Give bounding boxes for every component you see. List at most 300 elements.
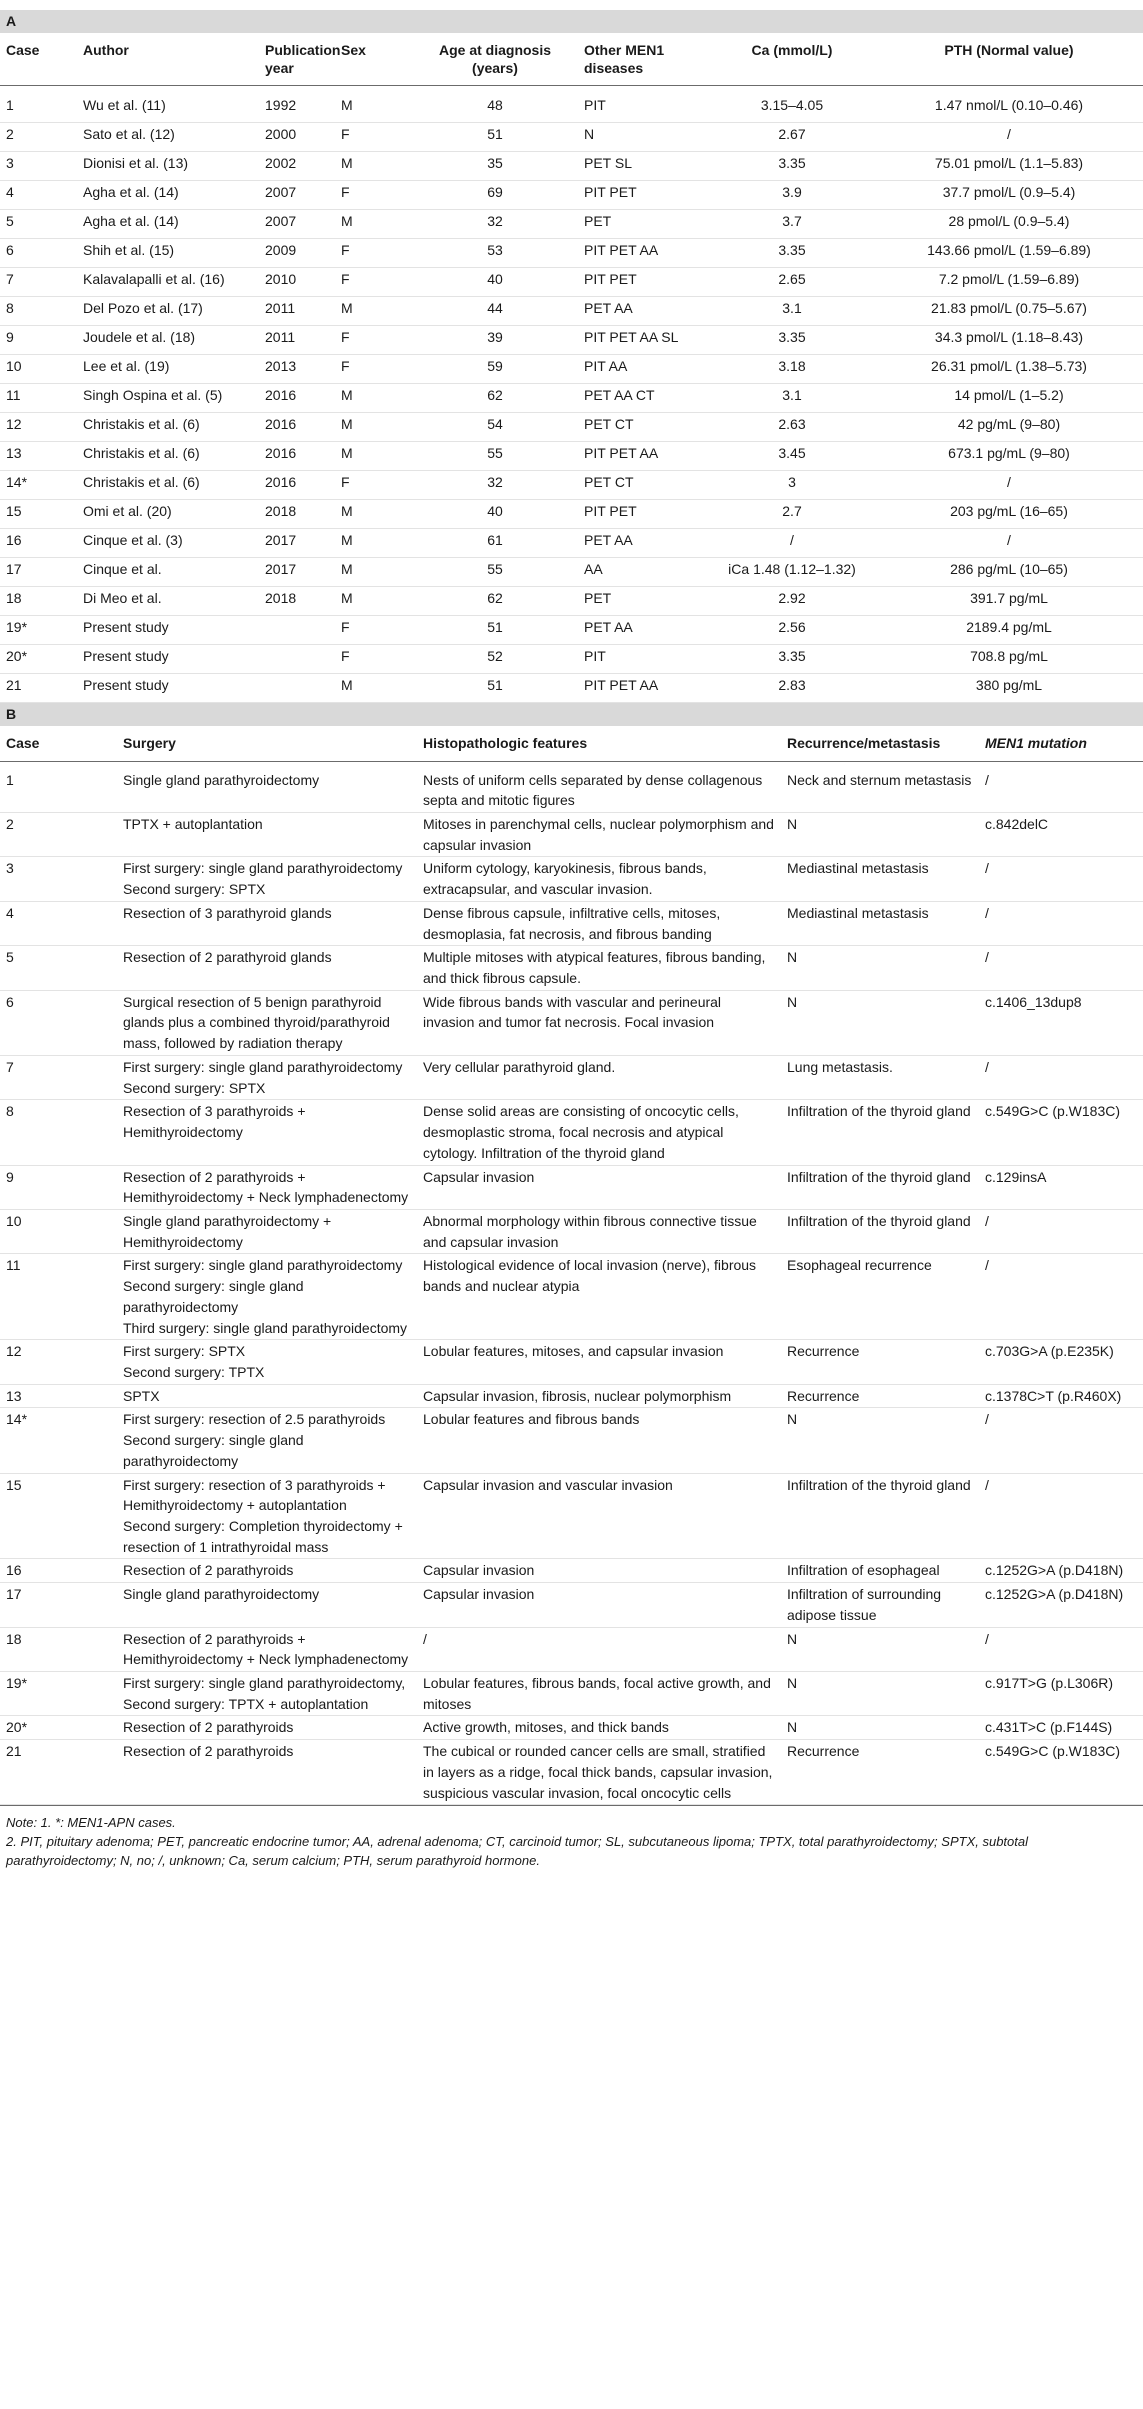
table-a-label: A — [0, 10, 1143, 33]
cell-publication-year: 2011 — [259, 326, 335, 355]
cell-age: 69 — [412, 181, 578, 210]
cell-sex: F — [335, 181, 412, 210]
cell-publication-year: 2002 — [259, 152, 335, 181]
cell-case: 9 — [0, 1165, 117, 1209]
note-line-1: Note: 1. *: MEN1-APN cases. — [6, 1815, 176, 1831]
cell-publication-year: 2007 — [259, 210, 335, 239]
cell-age: 59 — [412, 355, 578, 384]
cell-recurrence-metastasis: Neck and sternum metastasis — [781, 761, 979, 812]
cell-other-men1: PIT AA — [578, 355, 709, 384]
table-row — [0, 1254, 1143, 1340]
cell-surgery: Resection of 2 parathyroids — [117, 1559, 417, 1583]
cell-men1-mutation: c.549G>C (p.W183C) — [979, 1100, 1143, 1165]
table-row — [0, 210, 1143, 239]
table-row — [0, 1627, 1143, 1671]
cell-other-men1: N — [578, 123, 709, 152]
cell-other-men1: PIT PET AA — [578, 674, 709, 703]
cell-publication-year: 2018 — [259, 500, 335, 529]
table-b — [0, 726, 1143, 1805]
cell-histopathologic-features: Dense fibrous capsule, infiltrative cells, mitoses, desmoplasia, fat necrosis, and fibrous banding — [417, 901, 781, 945]
table-a — [0, 33, 1143, 703]
col-ca: Ca (mmol/L) — [709, 33, 875, 86]
cell-ca: 2.83 — [709, 674, 875, 703]
cell-ca: 3.35 — [709, 326, 875, 355]
cell-pth: 26.31 pmol/L (1.38–5.73) — [875, 355, 1143, 384]
cell-author: Kalavalapalli et al. (16) — [77, 268, 259, 297]
cell-histopathologic-features: Abnormal morphology within fibrous connective tissue and capsular invasion — [417, 1209, 781, 1253]
table-row — [0, 813, 1143, 857]
table-row — [0, 86, 1143, 123]
cell-author: Agha et al. (14) — [77, 210, 259, 239]
table-row — [0, 645, 1143, 674]
cell-case: 7 — [0, 1055, 117, 1099]
col-recurrence-metastasis: Recurrence/metastasis — [781, 726, 979, 761]
cell-recurrence-metastasis: Infiltration of the thyroid gland — [781, 1100, 979, 1165]
cell-histopathologic-features: Capsular invasion — [417, 1559, 781, 1583]
cell-case: 14* — [0, 1408, 117, 1473]
cell-age: 51 — [412, 674, 578, 703]
cell-recurrence-metastasis: Lung metastasis. — [781, 1055, 979, 1099]
cell-publication-year: 2016 — [259, 413, 335, 442]
cell-ca: 3.1 — [709, 297, 875, 326]
table-row — [0, 181, 1143, 210]
table-row — [0, 558, 1143, 587]
table-row — [0, 1209, 1143, 1253]
cell-ca: 3.15–4.05 — [709, 86, 875, 123]
cell-pth: 1.47 nmol/L (0.10–0.46) — [875, 86, 1143, 123]
cell-case: 5 — [0, 210, 77, 239]
cell-recurrence-metastasis: Infiltration of the thyroid gland — [781, 1209, 979, 1253]
cell-age: 35 — [412, 152, 578, 181]
table-row — [0, 471, 1143, 500]
cell-age: 32 — [412, 210, 578, 239]
cell-histopathologic-features: Dense solid areas are consisting of oncocytic cells, desmoplastic stroma, focal necrosis and atypical cytology. Infiltration of the thyroid gland — [417, 1100, 781, 1165]
cell-publication-year: 2018 — [259, 587, 335, 616]
cell-ca: / — [709, 529, 875, 558]
cell-pth: 34.3 pmol/L (1.18–8.43) — [875, 326, 1143, 355]
cell-surgery: First surgery: single gland parathyroidectomy Second surgery: SPTX — [117, 1055, 417, 1099]
cell-case: 12 — [0, 413, 77, 442]
cell-other-men1: PIT PET AA — [578, 442, 709, 471]
cell-case: 20* — [0, 1716, 117, 1740]
cell-ca: 2.7 — [709, 500, 875, 529]
cell-sex: F — [335, 123, 412, 152]
cell-recurrence-metastasis: Mediastinal metastasis — [781, 857, 979, 901]
table-row — [0, 442, 1143, 471]
cell-surgery: First surgery: single gland parathyroidectomy, Second surgery: TPTX + autoplantation — [117, 1672, 417, 1716]
cell-pth: / — [875, 529, 1143, 558]
cell-case: 6 — [0, 990, 117, 1055]
col-pth: PTH (Normal value) — [875, 33, 1143, 86]
cell-pth: / — [875, 123, 1143, 152]
cell-men1-mutation: / — [979, 1209, 1143, 1253]
table-row — [0, 1100, 1143, 1165]
table-row — [0, 1716, 1143, 1740]
table-a-header-row — [0, 33, 1143, 86]
col-sex: Sex — [335, 33, 412, 86]
cell-recurrence-metastasis: Recurrence — [781, 1340, 979, 1384]
cell-histopathologic-features: Lobular features and fibrous bands — [417, 1408, 781, 1473]
cell-publication-year: 2000 — [259, 123, 335, 152]
cell-ca: 3.1 — [709, 384, 875, 413]
cell-author: Sato et al. (12) — [77, 123, 259, 152]
cell-case: 11 — [0, 384, 77, 413]
cell-sex: F — [335, 268, 412, 297]
cell-case: 20* — [0, 645, 77, 674]
cell-publication-year — [259, 674, 335, 703]
table-row — [0, 761, 1143, 812]
cell-recurrence-metastasis: N — [781, 1627, 979, 1671]
cell-case: 4 — [0, 901, 117, 945]
cell-other-men1: PET CT — [578, 413, 709, 442]
cell-recurrence-metastasis: Mediastinal metastasis — [781, 901, 979, 945]
cell-age: 62 — [412, 587, 578, 616]
cell-author: Present study — [77, 616, 259, 645]
cell-other-men1: PET AA — [578, 297, 709, 326]
cell-histopathologic-features: / — [417, 1627, 781, 1671]
cell-age: 39 — [412, 326, 578, 355]
cell-pth: 37.7 pmol/L (0.9–5.4) — [875, 181, 1143, 210]
cell-pth: 2189.4 pg/mL — [875, 616, 1143, 645]
cell-surgery: First surgery: single gland parathyroidectomy Second surgery: single gland parathyroidectomy Third surgery: single gland parathyroidectomy — [117, 1254, 417, 1340]
col-author: Author — [77, 33, 259, 86]
cell-men1-mutation: / — [979, 1254, 1143, 1340]
cell-men1-mutation: c.1406_13dup8 — [979, 990, 1143, 1055]
cell-pth: 14 pmol/L (1–5.2) — [875, 384, 1143, 413]
cell-surgery: Resection of 2 parathyroids — [117, 1740, 417, 1805]
col-age: Age at diagnosis (years) — [412, 33, 578, 86]
cell-histopathologic-features: Wide fibrous bands with vascular and perineural invasion and tumor fat necrosis. Focal invasion — [417, 990, 781, 1055]
table-row — [0, 1408, 1143, 1473]
table-row — [0, 587, 1143, 616]
cell-case: 4 — [0, 181, 77, 210]
cell-age: 32 — [412, 471, 578, 500]
cell-pth: 75.01 pmol/L (1.1–5.83) — [875, 152, 1143, 181]
cell-histopathologic-features: Histological evidence of local invasion (nerve), fibrous bands and nuclear atypia — [417, 1254, 781, 1340]
table-row — [0, 901, 1143, 945]
cell-case: 10 — [0, 1209, 117, 1253]
cell-men1-mutation: / — [979, 1473, 1143, 1559]
cell-sex: M — [335, 442, 412, 471]
cell-age: 55 — [412, 442, 578, 471]
cell-author: Wu et al. (11) — [77, 86, 259, 123]
cell-sex: M — [335, 674, 412, 703]
cell-age: 53 — [412, 239, 578, 268]
cell-case: 9 — [0, 326, 77, 355]
table-row — [0, 674, 1143, 703]
cell-pth: / — [875, 471, 1143, 500]
cell-other-men1: PIT PET AA — [578, 239, 709, 268]
table-row — [0, 384, 1143, 413]
cell-case: 14* — [0, 471, 77, 500]
cell-author: Di Meo et al. — [77, 587, 259, 616]
cell-other-men1: PIT PET — [578, 181, 709, 210]
table-row — [0, 1340, 1143, 1384]
cell-author: Lee et al. (19) — [77, 355, 259, 384]
cell-publication-year: 1992 — [259, 86, 335, 123]
cell-sex: M — [335, 210, 412, 239]
cell-ca: 2.56 — [709, 616, 875, 645]
table-row — [0, 297, 1143, 326]
cell-recurrence-metastasis: N — [781, 990, 979, 1055]
cell-histopathologic-features: Lobular features, fibrous bands, focal active growth, and mitoses — [417, 1672, 781, 1716]
cell-pth: 7.2 pmol/L (1.59–6.89) — [875, 268, 1143, 297]
cell-men1-mutation: c.917T>G (p.L306R) — [979, 1672, 1143, 1716]
cell-surgery: Single gland parathyroidectomy + Hemithyroidectomy — [117, 1209, 417, 1253]
cell-men1-mutation: c.129insA — [979, 1165, 1143, 1209]
cell-men1-mutation: c.842delC — [979, 813, 1143, 857]
table-b-header-row — [0, 726, 1143, 761]
cell-recurrence-metastasis: Esophageal recurrence — [781, 1254, 979, 1340]
col-men1-mutation: MEN1 mutation — [979, 726, 1143, 761]
col-histopathologic-features: Histopathologic features — [417, 726, 781, 761]
cell-men1-mutation: / — [979, 946, 1143, 990]
cell-histopathologic-features: Multiple mitoses with atypical features, fibrous banding, and thick fibrous capsule. — [417, 946, 781, 990]
cell-publication-year: 2007 — [259, 181, 335, 210]
cell-author: Christakis et al. (6) — [77, 413, 259, 442]
cell-age: 52 — [412, 645, 578, 674]
table-b-label: B — [0, 703, 1143, 726]
table-row — [0, 616, 1143, 645]
cell-pth: 708.8 pg/mL — [875, 645, 1143, 674]
table-row — [0, 152, 1143, 181]
cell-author: Agha et al. (14) — [77, 181, 259, 210]
cell-histopathologic-features: Capsular invasion — [417, 1165, 781, 1209]
cell-other-men1: PIT PET — [578, 500, 709, 529]
table-b-body — [0, 761, 1143, 1805]
cell-recurrence-metastasis: Infiltration of esophageal — [781, 1559, 979, 1583]
cell-age: 51 — [412, 616, 578, 645]
cell-recurrence-metastasis: Recurrence — [781, 1384, 979, 1408]
cell-case: 10 — [0, 355, 77, 384]
cell-age: 40 — [412, 500, 578, 529]
cell-histopathologic-features: Mitoses in parenchymal cells, nuclear polymorphism and capsular invasion — [417, 813, 781, 857]
cell-age: 62 — [412, 384, 578, 413]
cell-sex: M — [335, 297, 412, 326]
cell-author: Christakis et al. (6) — [77, 442, 259, 471]
cell-sex: F — [335, 616, 412, 645]
cell-men1-mutation: c.1252G>A (p.D418N) — [979, 1583, 1143, 1627]
cell-ca: 3.7 — [709, 210, 875, 239]
cell-histopathologic-features: Nests of uniform cells separated by dense collagenous septa and mitotic figures — [417, 761, 781, 812]
cell-pth: 673.1 pg/mL (9–80) — [875, 442, 1143, 471]
cell-pth: 42 pg/mL (9–80) — [875, 413, 1143, 442]
cell-case: 5 — [0, 946, 117, 990]
cell-case: 15 — [0, 1473, 117, 1559]
cell-other-men1: PIT — [578, 645, 709, 674]
table-row — [0, 268, 1143, 297]
cell-surgery: Single gland parathyroidectomy — [117, 761, 417, 812]
cell-sex: F — [335, 355, 412, 384]
cell-men1-mutation: c.431T>C (p.F144S) — [979, 1716, 1143, 1740]
cell-other-men1: PIT PET AA SL — [578, 326, 709, 355]
cell-case: 19* — [0, 616, 77, 645]
cell-case: 6 — [0, 239, 77, 268]
cell-sex: F — [335, 471, 412, 500]
cell-ca: 3.9 — [709, 181, 875, 210]
cell-men1-mutation: c.1378C>T (p.R460X) — [979, 1384, 1143, 1408]
cell-author: Joudele et al. (18) — [77, 326, 259, 355]
col-surgery: Surgery — [117, 726, 417, 761]
cell-case: 18 — [0, 587, 77, 616]
cell-ca: 2.92 — [709, 587, 875, 616]
table-row — [0, 500, 1143, 529]
cell-age: 40 — [412, 268, 578, 297]
table-row — [0, 1165, 1143, 1209]
cell-ca: 3.35 — [709, 645, 875, 674]
cell-case: 1 — [0, 86, 77, 123]
cell-other-men1: PET CT — [578, 471, 709, 500]
cell-ca: 3.18 — [709, 355, 875, 384]
cell-recurrence-metastasis: N — [781, 813, 979, 857]
cell-age: 51 — [412, 123, 578, 152]
cell-surgery: First surgery: resection of 2.5 parathyroids Second surgery: single gland parathyroidectomy — [117, 1408, 417, 1473]
cell-publication-year: 2017 — [259, 529, 335, 558]
cell-author: Del Pozo et al. (17) — [77, 297, 259, 326]
cell-recurrence-metastasis: N — [781, 1408, 979, 1473]
cell-case: 13 — [0, 1384, 117, 1408]
cell-recurrence-metastasis: Infiltration of the thyroid gland — [781, 1473, 979, 1559]
cell-men1-mutation: / — [979, 857, 1143, 901]
cell-histopathologic-features: Capsular invasion — [417, 1583, 781, 1627]
cell-case: 1 — [0, 761, 117, 812]
table-a-body — [0, 86, 1143, 703]
cell-publication-year: 2013 — [259, 355, 335, 384]
cell-author: Christakis et al. (6) — [77, 471, 259, 500]
cell-recurrence-metastasis: N — [781, 946, 979, 990]
cell-author: Present study — [77, 645, 259, 674]
cell-surgery: Single gland parathyroidectomy — [117, 1583, 417, 1627]
cell-case: 17 — [0, 558, 77, 587]
cell-other-men1: PIT PET — [578, 268, 709, 297]
cell-age: 61 — [412, 529, 578, 558]
cell-surgery: First surgery: SPTX Second surgery: TPTX — [117, 1340, 417, 1384]
cell-other-men1: PET — [578, 587, 709, 616]
cell-pth: 28 pmol/L (0.9–5.4) — [875, 210, 1143, 239]
cell-histopathologic-features: Capsular invasion, fibrosis, nuclear polymorphism — [417, 1384, 781, 1408]
table-row — [0, 1559, 1143, 1583]
cell-publication-year: 2010 — [259, 268, 335, 297]
cell-sex: M — [335, 500, 412, 529]
cell-ca: iCa 1.48 (1.12–1.32) — [709, 558, 875, 587]
cell-publication-year — [259, 616, 335, 645]
cell-recurrence-metastasis: Infiltration of the thyroid gland — [781, 1165, 979, 1209]
cell-pth: 143.66 pmol/L (1.59–6.89) — [875, 239, 1143, 268]
cell-age: 48 — [412, 86, 578, 123]
cell-ca: 2.65 — [709, 268, 875, 297]
cell-surgery: Resection of 2 parathyroid glands — [117, 946, 417, 990]
cell-case: 7 — [0, 268, 77, 297]
cell-publication-year: 2016 — [259, 471, 335, 500]
cell-pth: 286 pg/mL (10–65) — [875, 558, 1143, 587]
cell-men1-mutation: c.549G>C (p.W183C) — [979, 1740, 1143, 1805]
cell-case: 12 — [0, 1340, 117, 1384]
cell-author: Omi et al. (20) — [77, 500, 259, 529]
cell-other-men1: PET SL — [578, 152, 709, 181]
table-row — [0, 1672, 1143, 1716]
cell-case: 21 — [0, 674, 77, 703]
cell-ca: 2.67 — [709, 123, 875, 152]
col-publication-year: Publication year — [259, 33, 335, 86]
table-row — [0, 857, 1143, 901]
cell-pth: 380 pg/mL — [875, 674, 1143, 703]
cell-surgery: Surgical resection of 5 benign parathyroid glands plus a combined thyroid/parathyroid mass, followed by radiation therapy — [117, 990, 417, 1055]
cell-ca: 3.45 — [709, 442, 875, 471]
cell-men1-mutation: / — [979, 761, 1143, 812]
col-other-men1: Other MEN1 diseases — [578, 33, 709, 86]
cell-surgery: Resection of 3 parathyroid glands — [117, 901, 417, 945]
cell-case: 16 — [0, 1559, 117, 1583]
cell-sex: F — [335, 326, 412, 355]
cell-age: 54 — [412, 413, 578, 442]
cell-case: 2 — [0, 123, 77, 152]
cell-case: 3 — [0, 152, 77, 181]
cell-age: 55 — [412, 558, 578, 587]
cell-sex: M — [335, 152, 412, 181]
table-row — [0, 326, 1143, 355]
cell-ca: 3.35 — [709, 239, 875, 268]
cell-other-men1: PET AA CT — [578, 384, 709, 413]
cell-publication-year: 2009 — [259, 239, 335, 268]
cell-histopathologic-features: Very cellular parathyroid gland. — [417, 1055, 781, 1099]
table-row — [0, 123, 1143, 152]
cell-other-men1: PIT — [578, 86, 709, 123]
cell-publication-year — [259, 645, 335, 674]
cell-sex: M — [335, 86, 412, 123]
cell-sex: M — [335, 529, 412, 558]
cell-men1-mutation: / — [979, 1408, 1143, 1473]
cell-histopathologic-features: Lobular features, mitoses, and capsular invasion — [417, 1340, 781, 1384]
cell-pth: 21.83 pmol/L (0.75–5.67) — [875, 297, 1143, 326]
note-line-2: 2. PIT, pituitary adenoma; PET, pancreatic endocrine tumor; AA, adrenal adenoma; CT, carcinoid tumor; SL, subcutaneous lipoma; TPTX, total parathyroidectomy; SPTX, subtotal parathyroidectomy; N, no; /, unknown; Ca, serum calcium; PTH, serum parathyroid hormone. — [6, 1834, 1028, 1869]
cell-sex: M — [335, 558, 412, 587]
cell-case: 3 — [0, 857, 117, 901]
cell-author: Present study — [77, 674, 259, 703]
table-row — [0, 946, 1143, 990]
cell-surgery: Resection of 3 parathyroids + Hemithyroidectomy — [117, 1100, 417, 1165]
cell-case: 18 — [0, 1627, 117, 1671]
cell-men1-mutation: / — [979, 901, 1143, 945]
cell-other-men1: PET AA — [578, 529, 709, 558]
cell-case: 11 — [0, 1254, 117, 1340]
cell-case: 19* — [0, 1672, 117, 1716]
cell-surgery: SPTX — [117, 1384, 417, 1408]
cell-case: 17 — [0, 1583, 117, 1627]
table-row — [0, 1740, 1143, 1805]
cell-ca: 3.35 — [709, 152, 875, 181]
table-row — [0, 1473, 1143, 1559]
cell-ca: 3 — [709, 471, 875, 500]
cell-surgery: Resection of 2 parathyroids + Hemithyroidectomy + Neck lymphadenectomy — [117, 1165, 417, 1209]
cell-men1-mutation: / — [979, 1055, 1143, 1099]
table-row — [0, 1055, 1143, 1099]
cell-case: 15 — [0, 500, 77, 529]
table-row — [0, 413, 1143, 442]
cell-publication-year: 2011 — [259, 297, 335, 326]
cell-sex: M — [335, 587, 412, 616]
cell-histopathologic-features: Uniform cytology, karyokinesis, fibrous bands, extracapsular, and vascular invasion. — [417, 857, 781, 901]
table-row — [0, 529, 1143, 558]
cell-other-men1: AA — [578, 558, 709, 587]
table-row — [0, 1583, 1143, 1627]
cell-recurrence-metastasis: Infiltration of surrounding adipose tissue — [781, 1583, 979, 1627]
cell-publication-year: 2016 — [259, 384, 335, 413]
cell-surgery: First surgery: single gland parathyroidectomy Second surgery: SPTX — [117, 857, 417, 901]
cell-age: 44 — [412, 297, 578, 326]
cell-pth: 391.7 pg/mL — [875, 587, 1143, 616]
cell-surgery: First surgery: resection of 3 parathyroids + Hemithyroidectomy + autoplantation Second surgery: Completion thyroidectomy + resection of 1 intrathyroidal mass — [117, 1473, 417, 1559]
cell-author: Shih et al. (15) — [77, 239, 259, 268]
